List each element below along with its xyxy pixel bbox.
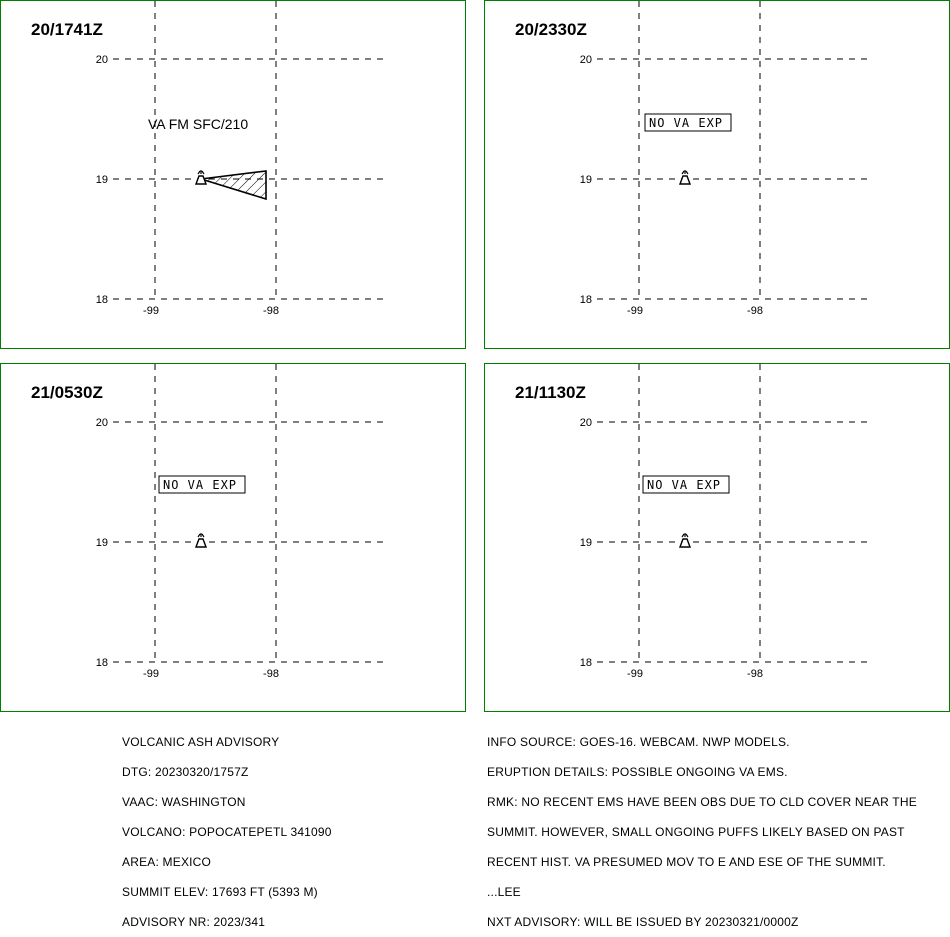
advisory-header-info (122, 717, 332, 937)
lat-tick-20: 20 (95, 417, 108, 429)
info-line: VAAC: WASHINGTON (122, 795, 246, 809)
lon-tick-minus99: -99 (143, 305, 159, 317)
info-line: ...LEE (487, 885, 521, 899)
lat-tick-20: 20 (579, 54, 592, 66)
info-line: ERUPTION DETAILS: POSSIBLE ONGOING VA EMS. (487, 765, 788, 779)
panel-time-4: 21/1130Z (515, 383, 586, 402)
lat-tick-19: 19 (95, 537, 108, 549)
volcano-icon (196, 533, 206, 547)
lat-tick-20: 20 (95, 54, 108, 66)
map-canvas-4 (485, 364, 950, 713)
no-va-text: NO VA EXP (163, 478, 238, 492)
info-line: SUMMIT. HOWEVER, SMALL ONGOING PUFFS LIKELY BASED ON PAST (487, 825, 905, 839)
lon-tick-minus99: -99 (627, 668, 643, 680)
map-canvas-3 (1, 364, 467, 713)
info-line: AREA: MEXICO (122, 855, 212, 869)
info-line: SUMMIT ELEV: 17693 FT (5393 M) (122, 885, 318, 899)
panel-time-2: 20/2330Z (515, 20, 587, 39)
map-panel-4 (484, 363, 950, 712)
info-line: RMK: NO RECENT EMS HAVE BEEN OBS DUE TO CLD COVER NEAR THE (487, 795, 917, 809)
map-panel-1 (0, 0, 466, 349)
lat-tick-19: 19 (579, 537, 592, 549)
volcano-icon (680, 533, 690, 547)
ash-level-label: VA FM SFC/210 (148, 116, 249, 132)
lat-tick-18: 18 (95, 294, 108, 306)
lon-tick-minus98: -98 (263, 668, 279, 680)
map-canvas-1 (1, 1, 467, 350)
volcano-icon (680, 170, 690, 184)
info-line: RECENT HIST. VA PRESUMED MOV TO E AND ESE OF THE SUMMIT. (487, 855, 886, 869)
lat-tick-19: 19 (579, 174, 592, 186)
lon-tick-minus98: -98 (263, 305, 279, 317)
lat-tick-19: 19 (95, 174, 108, 186)
lat-tick-18: 18 (579, 657, 592, 669)
lon-tick-minus98: -98 (747, 305, 763, 317)
map-panel-2 (484, 0, 950, 349)
no-va-text: NO VA EXP (649, 116, 724, 130)
advisory-remarks-info (487, 717, 917, 937)
no-va-text: NO VA EXP (647, 478, 722, 492)
lon-tick-minus98: -98 (747, 668, 763, 680)
lon-tick-minus99: -99 (143, 668, 159, 680)
lat-tick-20: 20 (579, 417, 592, 429)
info-line: NXT ADVISORY: WILL BE ISSUED BY 20230321/0000Z (487, 915, 799, 929)
map-canvas-2 (485, 1, 950, 350)
info-line: VOLCANIC ASH ADVISORY (122, 735, 280, 749)
lon-tick-minus99: -99 (627, 305, 643, 317)
lat-tick-18: 18 (95, 657, 108, 669)
lat-tick-18: 18 (579, 294, 592, 306)
panel-time-1: 20/1741Z (31, 20, 103, 39)
map-panel-3 (0, 363, 466, 712)
panel-time-3: 21/0530Z (31, 383, 103, 402)
info-line: INFO SOURCE: GOES-16. WEBCAM. NWP MODELS. (487, 735, 790, 749)
ash-plume-area (201, 171, 266, 199)
info-line: DTG: 20230320/1757Z (122, 765, 249, 779)
volcano-icon (196, 170, 206, 184)
info-line: ADVISORY NR: 2023/341 (122, 915, 266, 929)
info-line: VOLCANO: POPOCATEPETL 341090 (122, 825, 332, 839)
